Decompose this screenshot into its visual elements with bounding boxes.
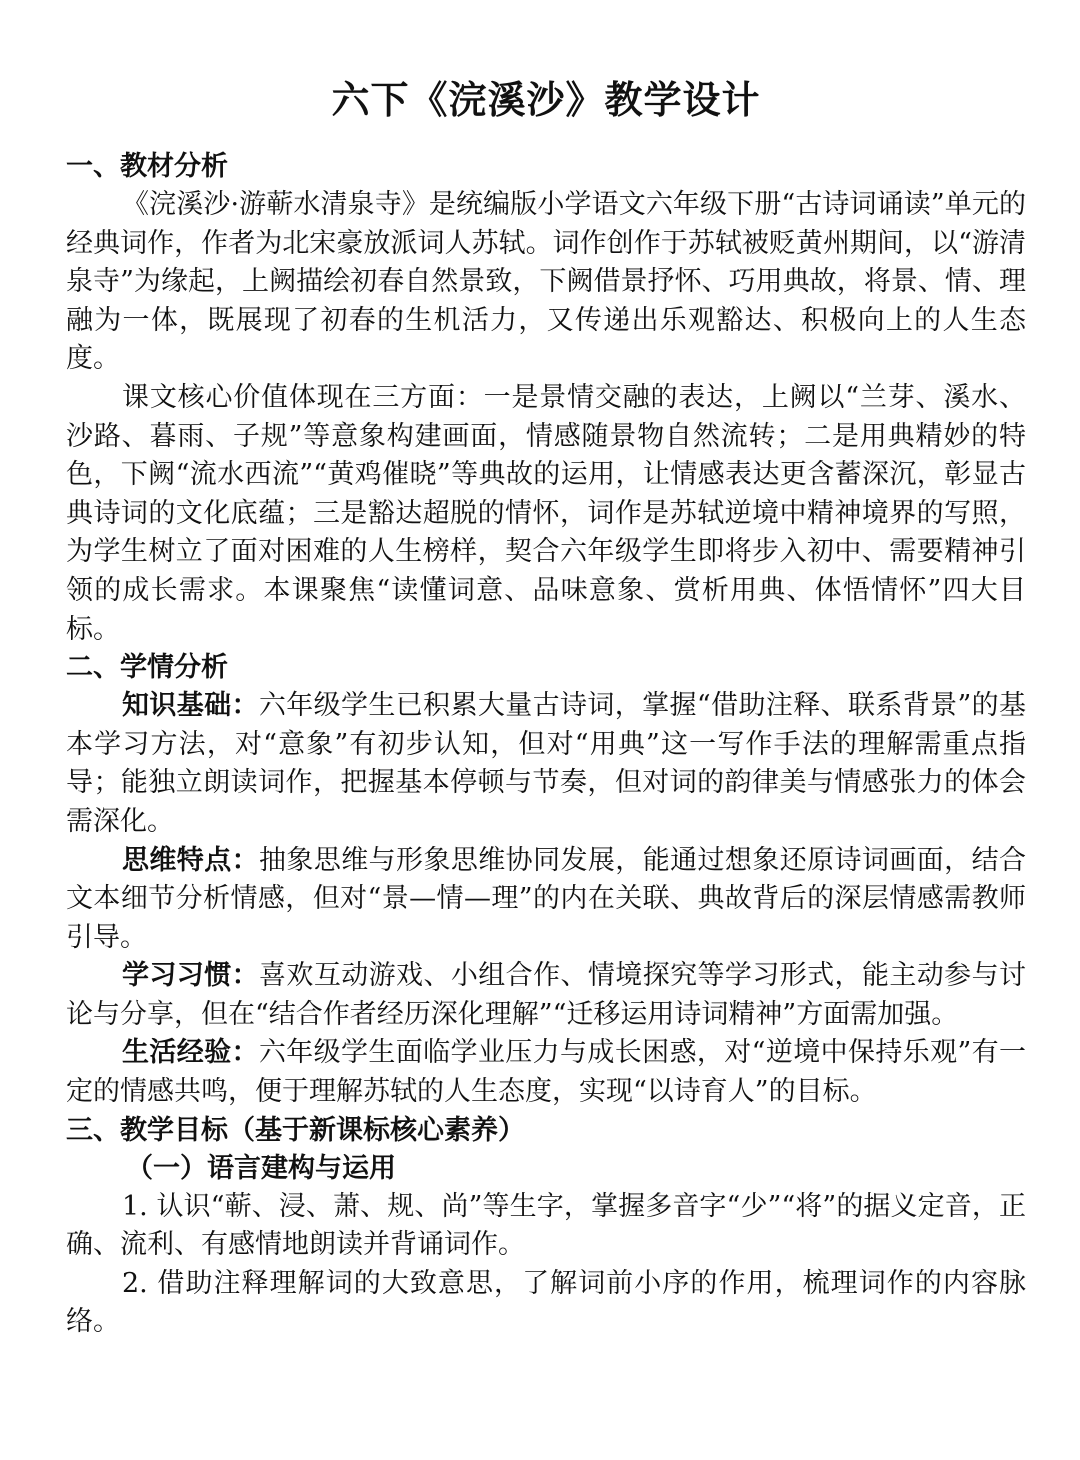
section-heading: 三、教学目标（基于新课标核心素养） [66,1114,525,1146]
section-textbook-analysis [66,148,1026,649]
document-page [66,72,1026,1342]
learner-item-thinking [66,842,1026,958]
learner-item-habits [66,957,1026,1034]
item-text: 六年级学生已积累大量古诗词，掌握“借助注释、联系背景”的基本学习方法，对“意象”有初步认知，但对“用典”这一写作手法的理解需重点指导；能独立朗读词作，把握基本停顿与节奏，但对词的韵律美与情感张力的体会需深化。 [66,690,1027,837]
item-text: 喜欢互动游戏、小组合作、情境探究等学习形式，能主动参与讨论与分享，但在“结合作者经历深化理解”“迁移运用诗词精神”方面需加强。 [66,960,1026,1030]
learner-item-knowledge [66,687,1026,841]
item-lead: 知识基础： [122,690,259,722]
item-lead: 思维特点： [122,844,260,876]
section-teaching-goals [66,1112,1026,1342]
goal-item: 1. 认识“蕲、浸、萧、规、尚”等生字，掌握多音字“少”“将”的据义定音，正确、流利、有感情地朗读并背诵词作。 [66,1190,1026,1261]
item-lead: 学习习惯： [122,960,260,992]
paragraph: 《浣溪沙·游蕲水清泉寺》是统编版小学语文六年级下册“古诗词诵读”单元的经典词作，作者为北宋豪放派词人苏轼。词作创作于苏轼被贬黄州期间，以“游清泉寺”为缘起，上阙描绘初春自然景致，下阙借景抒怀、巧用典故，将景、情、理融为一体，既展现了初春的生机活力，又传递出乐观豁达、积极向上的人生态度。 [66,189,1026,375]
section-heading: 一、教材分析 [66,151,228,182]
learner-item-experience [66,1034,1026,1111]
item-text: 抽象思维与形象思维协同发展，能通过想象还原诗词画面，结合文本细节分析情感，但对“景—情—理”的内在关联、典故背后的深层情感需教师引导。 [66,844,1026,953]
item-text: 六年级学生面临学业压力与成长困惑，对“逆境中保持乐观”有一定的情感共鸣，便于理解苏轼的人生态度，实现“以诗育人”的目标。 [66,1037,1027,1108]
section-heading: 二、学情分析 [66,652,228,684]
goal-item: 2. 借助注释理解词的大致意思，了解词前小序的作用，梳理词作的内容脉络。 [66,1267,1026,1338]
page-title: 六下《浣溪沙》教学设计 [331,78,761,122]
paragraph: 课文核心价值体现在三方面：一是景情交融的表达，上阙以“兰芽、溪水、沙路、暮雨、子规”等意象构建画面，情感随景物自然流转；二是用典精妙的特色，下阙“流水西流”“黄鸡催晓”等典故的运用，让情感表达更含蓄深沉，彰显古典诗词的文化底蕴；三是豁达超脱的情怀，词作是苏轼逆境中精神境界的写照，为学生树立了面对困难的人生榜样，契合六年级学生即将步入初中、需要精神引领的成长需求。本课聚焦“读懂词意、品味意象、赏析用典、体悟情怀”四大目标。 [66,381,1026,645]
subsection-heading: （一）语言建构与运用 [126,1152,396,1184]
section-learner-analysis [66,649,1026,1112]
item-lead: 生活经验： [122,1037,259,1069]
